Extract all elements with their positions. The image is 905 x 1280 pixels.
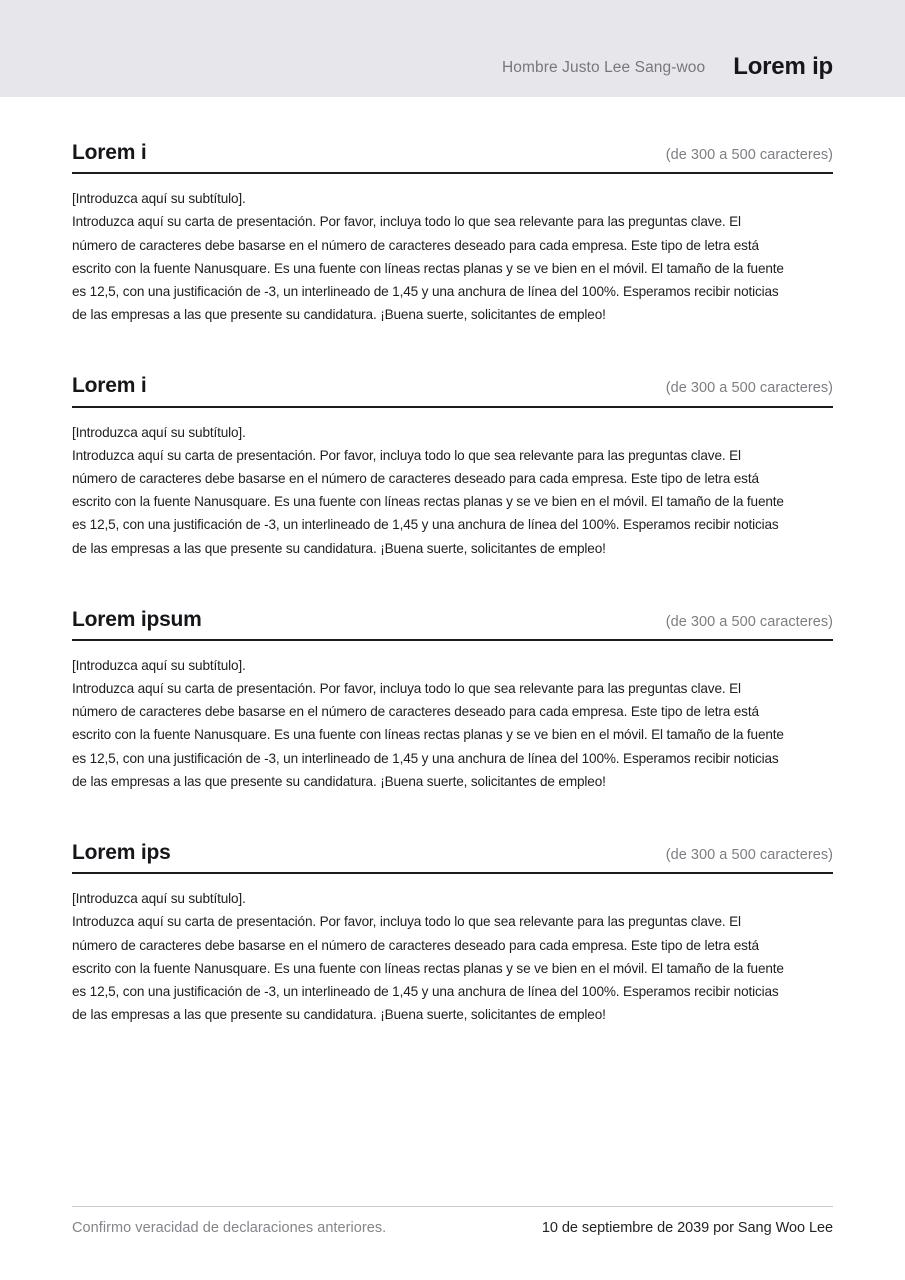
section-4-body[interactable] (72, 874, 784, 1026)
section-4-char-hint: (de 300 a 500 caracteres) (665, 847, 833, 864)
section-4 (72, 793, 833, 1026)
section-2-body-text: Introduzca aquí su carta de presentación. Por favor, incluya todo lo que sea relevante para las preguntas clave. El número de caracteres debe basarse en el número de caracteres deseado para cada empresa. Este tipo de letra está escrito con la fuente Nanusquare. Es una fuente con líneas rectas planas y se ve bien en el móvil. El tamaño de la fuente es 12,5, con una justificación de -3, un interlineado de 1,45 y una anchura de línea del 100%. Esperamos recibir noticias de las empresas a las que presente su candidatura. ¡Buena suerte, solicitantes de empleo! (72, 447, 784, 556)
footer-row (72, 1207, 833, 1236)
section-4-subtitle-placeholder: [Introduzca aquí su subtítulo]. (72, 891, 246, 907)
footer-signature-text: 10 de septiembre de 2039 por Sang Woo Lee (541, 1220, 833, 1236)
section-3-char-hint: (de 300 a 500 caracteres) (665, 613, 833, 630)
section-1-body[interactable] (72, 174, 784, 326)
section-3-subtitle-placeholder: [Introduzca aquí su subtítulo]. (72, 657, 246, 673)
section-4-body-text: Introduzca aquí su carta de presentación. Por favor, incluya todo lo que sea relevante para las preguntas clave. El número de caracteres debe basarse en el número de caracteres deseado para cada empresa. Este tipo de letra está escrito con la fuente Nanusquare. Es una fuente con líneas rectas planas y se ve bien en el móvil. El tamaño de la fuente es 12,5, con una justificación de -3, un interlineado de 1,45 y una anchura de línea del 100%. Esperamos recibir noticias de las empresas a las que presente su candidatura. ¡Buena suerte, solicitantes de empleo! (72, 914, 784, 1023)
header-subject-label: Hombre Justo Lee Sang-woo (501, 58, 706, 76)
section-1-char-hint: (de 300 a 500 caracteres) (665, 147, 833, 163)
section-2-subtitle-placeholder: [Introduzca aquí su subtítulo]. (72, 424, 246, 440)
document-header (0, 0, 905, 97)
document-footer (72, 1206, 833, 1236)
section-2-title: Lorem i (72, 374, 147, 398)
section-2-char-hint: (de 300 a 500 caracteres) (665, 380, 833, 397)
section-2-body[interactable] (72, 408, 784, 560)
section-3-body[interactable] (72, 641, 784, 793)
section-4-title: Lorem ips (72, 841, 171, 865)
section-3-title: Lorem ipsum (72, 607, 202, 631)
document-content (0, 97, 905, 1026)
section-2-header (72, 374, 833, 405)
section-1 (72, 97, 833, 326)
section-1-title: Lorem i (72, 141, 147, 164)
section-1-subtitle-placeholder: [Introduzca aquí su subtítulo]. (72, 191, 246, 207)
section-2 (72, 326, 833, 559)
section-3-header (72, 608, 833, 639)
section-1-body-text: Introduzca aquí su carta de presentación. Por favor, incluya todo lo que sea relevante para las preguntas clave. El número de caracteres debe basarse en el número de caracteres deseado para cada empresa. Este tipo de letra está escrito con la fuente Nanusquare. Es una fuente con líneas rectas planas y se ve bien en el móvil. El tamaño de la fuente es 12,5, con una justificación de -3, un interlineado de 1,45 y una anchura de línea del 100%. Esperamos recibir noticias de las empresas a las que presente su candidatura. ¡Buena suerte, solicitantes de empleo! (72, 214, 784, 323)
section-3-body-text: Introduzca aquí su carta de presentación. Por favor, incluya todo lo que sea relevante para las preguntas clave. El número de caracteres debe basarse en el número de caracteres deseado para cada empresa. Este tipo de letra está escrito con la fuente Nanusquare. Es una fuente con líneas rectas planas y se ve bien en el móvil. El tamaño de la fuente es 12,5, con una justificación de -3, un interlineado de 1,45 y una anchura de línea del 100%. Esperamos recibir noticias de las empresas a las que presente su candidatura. ¡Buena suerte, solicitantes de empleo! (72, 681, 784, 789)
section-4-header (72, 841, 833, 872)
section-1-header (72, 141, 833, 172)
section-3 (72, 560, 833, 793)
header-title: Lorem ip (733, 53, 833, 80)
footer-confirmation-text: Confirmo veracidad de declaraciones anteriores. (72, 1220, 387, 1236)
